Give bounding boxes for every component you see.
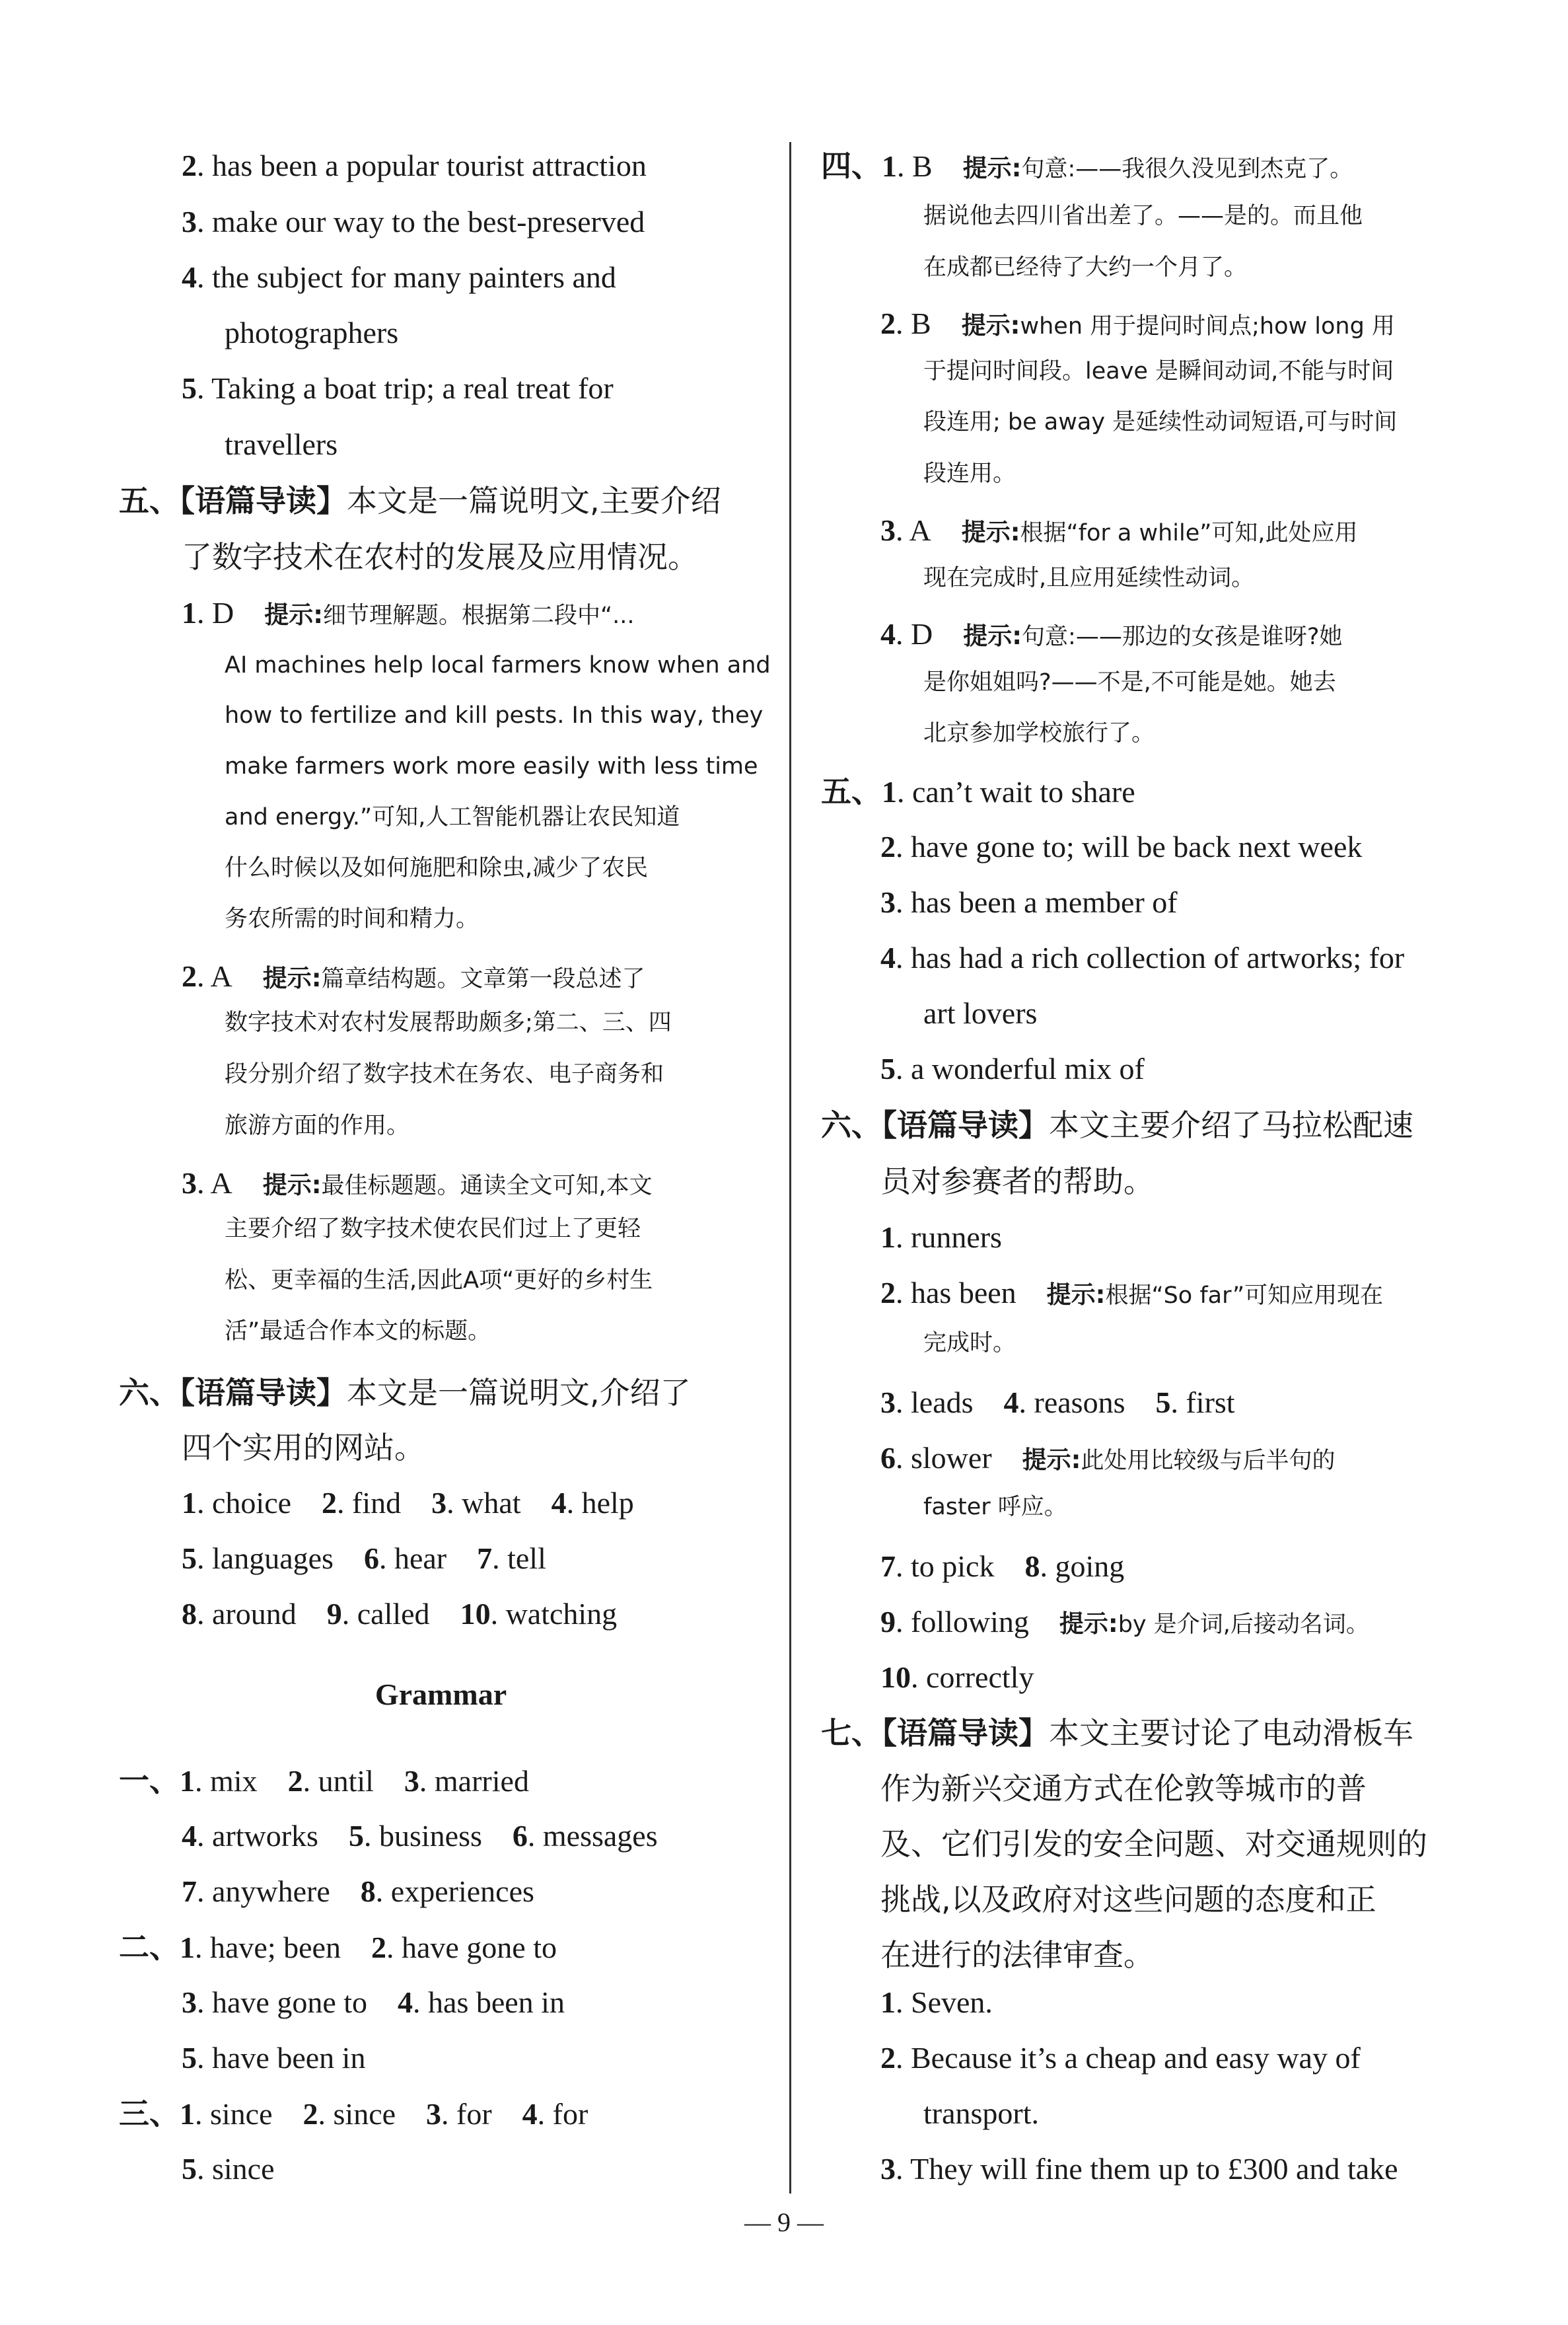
- answer-item: 五、1. can’t wait to share: [821, 774, 1135, 809]
- hint-line: 松、更幸福的生活,因此A项“更好的乡村生: [225, 1267, 653, 1294]
- section-7-intro: 作为新兴交通方式在伦敦等城市的普: [880, 1771, 1367, 1806]
- answer-item: 4. the subject for many painters and: [182, 260, 616, 294]
- answer-item: 1. D 提示:细节理解题。根据第二段中“...: [182, 596, 635, 630]
- answer-item: 10. correctly: [880, 1660, 1034, 1694]
- hint-line: make farmers work more easily with less time: [225, 753, 758, 780]
- answer-item: 2. has been a popular tourist attraction: [182, 149, 647, 182]
- section-7-heading: 七、【语篇导读】本文主要讨论了电动滑板车: [821, 1715, 1413, 1751]
- answer-item: 2. Because it’s a cheap and easy way of: [880, 2041, 1361, 2075]
- hint-line: 什么时候以及如何施肥和除虫,减少了农民: [225, 855, 649, 881]
- hint-line: 北京参加学校旅行了。: [923, 720, 1155, 747]
- hint-line: faster 呼应。: [923, 1494, 1067, 1520]
- answer-item: 4. D 提示:句意:——那边的女孩是谁呀?她: [880, 617, 1343, 651]
- answer-item: 2. have gone to; will be back next week: [880, 830, 1363, 864]
- answer-item: 3. A 提示:根据“for a while”可知,此处应用: [880, 513, 1358, 547]
- section-5-intro: 了数字技术在农村的发展及应用情况。: [182, 539, 698, 575]
- answer-item: 3. make our way to the best-preserved: [182, 205, 645, 239]
- answer-item: 5. a wonderful mix of: [880, 1052, 1145, 1086]
- hint-line: 完成时。: [923, 1330, 1016, 1356]
- answer-row: 3. leads 4. reasons 5. first: [880, 1385, 1235, 1419]
- answer-item: 4. has had a rich collection of artworks; for: [880, 941, 1405, 975]
- hint-line: 段连用; be away 是延续性动词短语,可与时间: [923, 409, 1398, 435]
- answer-item: 3. A 提示:最佳标题题。通读全文可知,本文: [182, 1166, 653, 1200]
- answer-continuation: art lovers: [923, 996, 1038, 1030]
- answer-row: 8. around 9. called 10. watching: [182, 1597, 618, 1631]
- answer-continuation: photographers: [225, 316, 399, 350]
- answer-item: 四、1. B 提示:句意:——我很久没见到杰克了。: [821, 148, 1353, 184]
- answer-item: 9. following 提示:by 是介词,后接动名词。: [880, 1605, 1369, 1639]
- answer-item: 1. Seven.: [880, 1985, 993, 2019]
- answer-row: 4. artworks 5. business 6. messages: [182, 1819, 658, 1853]
- answer-row: 三、1. since 2. since 3. for 4. for: [119, 2096, 588, 2131]
- section-7-intro: 在进行的法律审查。: [880, 1937, 1154, 1973]
- hint-line: 于提问时间段。leave 是瞬间动词,不能与时间: [923, 358, 1394, 385]
- answer-item: 3. has been a member of: [880, 885, 1178, 919]
- answer-item: 3. They will fine them up to £300 and take: [880, 2152, 1398, 2186]
- answer-item: 2. has been 提示:根据“So far”可知应用现在: [880, 1276, 1384, 1310]
- hint-line: how to fertilize and kill pests. In this way, they: [225, 702, 764, 729]
- answer-row: 1. choice 2. find 3. what 4. help: [182, 1486, 634, 1520]
- answer-row: 3. have gone to 4. has been in: [182, 1985, 565, 2019]
- hint-line: 现在完成时,且应用延续性动词。: [923, 565, 1255, 591]
- answer-row: 7. anywhere 8. experiences: [182, 1874, 534, 1908]
- answer-row: 5. have been in: [182, 2041, 366, 2075]
- hint-line: 活”最适合作本文的标题。: [225, 1318, 491, 1345]
- hint-line: 段连用。: [923, 461, 1016, 487]
- answer-row: 5. since: [182, 2152, 275, 2186]
- answer-row: 一、1. mix 2. until 3. married: [119, 1763, 529, 1798]
- column-divider: [789, 142, 791, 2194]
- answer-row: 5. languages 6. hear 7. tell: [182, 1541, 546, 1575]
- answer-item: 2. B 提示:when 用于提问时间点;how long 用: [880, 307, 1395, 340]
- hint-line: AI machines help local farmers know when and: [225, 652, 771, 679]
- answer-continuation: travellers: [225, 427, 338, 461]
- page-number: — 9 —: [744, 2207, 824, 2237]
- section-6-heading: 六、【语篇导读】本文主要介绍了马拉松配速: [821, 1107, 1413, 1143]
- answer-row: 二、1. have; been 2. have gone to: [119, 1929, 557, 1965]
- answer-continuation: transport.: [923, 2096, 1040, 2130]
- section-6-intro: 员对参赛者的帮助。: [880, 1163, 1154, 1199]
- answer-item: 6. slower 提示:此处用比较级与后半句的: [880, 1441, 1336, 1475]
- section-5-heading: 五、【语篇导读】本文是一篇说明文,主要介绍: [119, 483, 721, 519]
- grammar-title: Grammar: [374, 1678, 507, 1711]
- answer-item: 2. A 提示:篇章结构题。文章第一段总述了: [182, 959, 645, 993]
- hint-line: 据说他去四川省出差了。——是的。而且他: [923, 203, 1363, 229]
- section-7-intro: 及、它们引发的安全问题、对交通规则的: [880, 1826, 1427, 1862]
- hint-line: 在成都已经待了大约一个月了。: [923, 254, 1248, 281]
- hint-line: 务农所需的时间和精力。: [225, 906, 480, 932]
- hint-line: 数字技术对农村发展帮助颇多;第二、三、四: [225, 1010, 672, 1036]
- section-6-intro: 四个实用的网站。: [182, 1430, 425, 1465]
- answer-item: 5. Taking a boat trip; a real treat for: [182, 371, 614, 405]
- hint-line: 是你姐姐吗?——不是,不可能是她。她去: [923, 669, 1336, 696]
- section-7-intro: 挑战,以及政府对这些问题的态度和正: [880, 1882, 1376, 1917]
- hint-line: 段分别介绍了数字技术在务农、电子商务和: [225, 1061, 664, 1088]
- answer-row: 7. to pick 8. going: [880, 1549, 1125, 1583]
- answer-item: 1. runners: [880, 1220, 1002, 1254]
- hint-line: 旅游方面的作用。: [225, 1113, 410, 1139]
- hint-line: 主要介绍了数字技术使农民们过上了更轻: [225, 1216, 641, 1242]
- section-6-heading: 六、【语篇导读】本文是一篇说明文,介绍了: [119, 1375, 691, 1411]
- hint-line: and energy.”可知,人工智能机器让农民知道: [225, 804, 680, 830]
